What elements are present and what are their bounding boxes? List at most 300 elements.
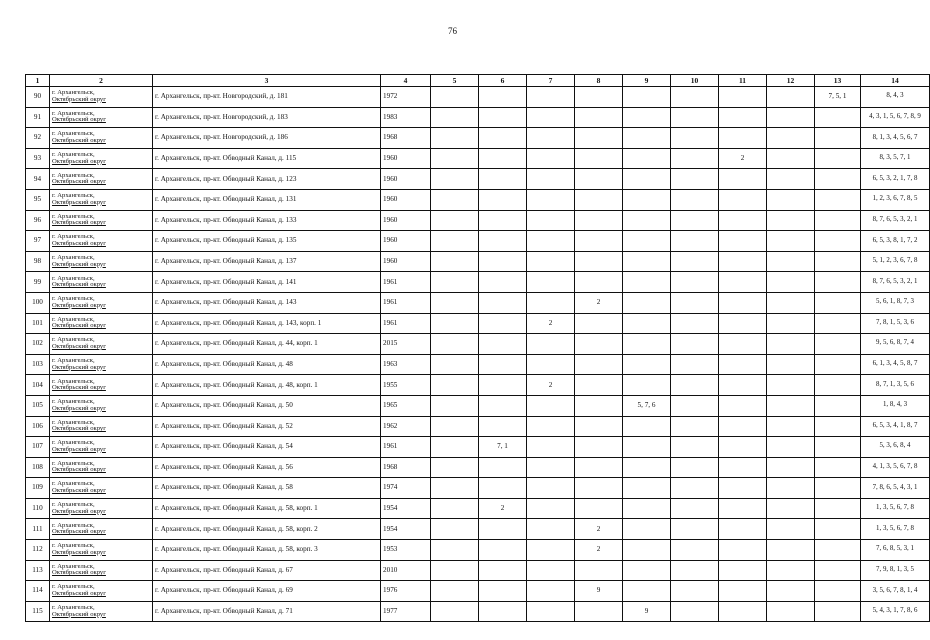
district-okrug: Октябрьский округ [52, 116, 106, 124]
value-cell-c7 [527, 128, 575, 149]
year-cell: 1961 [381, 313, 431, 334]
address-cell: г. Архангельск, пр-кт. Обводный Канал, д. 71 [153, 601, 381, 622]
value-cell-c11 [719, 313, 767, 334]
value-cell-c12 [767, 601, 815, 622]
value-cell-c13 [815, 457, 861, 478]
district-cell [50, 292, 153, 313]
header-cell: 13 [815, 75, 861, 87]
value-cell-c12 [767, 437, 815, 458]
value-cell-c13 [815, 313, 861, 334]
header-cell: 9 [623, 75, 671, 87]
value-cell-c14: 6, 1, 3, 4, 5, 8, 7 [861, 354, 930, 375]
value-cell-c8: 2 [575, 292, 623, 313]
value-cell-c11 [719, 128, 767, 149]
value-cell-c9 [623, 581, 671, 602]
value-cell-c14: 6, 5, 3, 2, 1, 7, 8 [861, 169, 930, 190]
value-cell-c8 [575, 272, 623, 293]
value-cell-c12 [767, 540, 815, 561]
value-cell-c9 [623, 272, 671, 293]
value-cell-c13 [815, 354, 861, 375]
value-cell-c6 [479, 128, 527, 149]
value-cell-c5 [431, 478, 479, 499]
value-cell-c8 [575, 251, 623, 272]
value-cell-c12 [767, 478, 815, 499]
value-cell-c6 [479, 231, 527, 252]
value-cell-c8 [575, 128, 623, 149]
table-row [26, 189, 930, 210]
district-cell [50, 313, 153, 334]
district-city: г. Архангельск, [52, 480, 95, 488]
district-okrug: Октябрьский округ [52, 322, 106, 330]
district-cell [50, 560, 153, 581]
address-cell: г. Архангельск, пр-кт. Обводный Канал, д. 48 [153, 354, 381, 375]
address-cell: г. Архангельск, пр-кт. Обводный Канал, д. 123 [153, 169, 381, 190]
district-cell [50, 169, 153, 190]
value-cell-c14: 6, 5, 3, 4, 1, 8, 7 [861, 416, 930, 437]
district-cell [50, 375, 153, 396]
value-cell-c14: 4, 1, 3, 5, 6, 7, 8 [861, 457, 930, 478]
value-cell-c10 [671, 601, 719, 622]
value-cell-c10 [671, 437, 719, 458]
value-cell-c5 [431, 457, 479, 478]
value-cell-c6 [479, 519, 527, 540]
table-row [26, 87, 930, 108]
district-city: г. Архангельск, [52, 315, 95, 323]
value-cell-c13 [815, 519, 861, 540]
row-number: 102 [26, 334, 50, 355]
value-cell-c9 [623, 519, 671, 540]
year-cell: 1960 [381, 231, 431, 252]
value-cell-c12 [767, 148, 815, 169]
row-number: 100 [26, 292, 50, 313]
header-cell: 14 [861, 75, 930, 87]
value-cell-c11 [719, 87, 767, 108]
value-cell-c6 [479, 189, 527, 210]
value-cell-c5 [431, 416, 479, 437]
year-cell: 1965 [381, 395, 431, 416]
table-body [26, 87, 930, 622]
year-cell: 1968 [381, 457, 431, 478]
value-cell-c7 [527, 416, 575, 437]
district-okrug: Октябрьский округ [52, 569, 106, 577]
value-cell-c9 [623, 313, 671, 334]
district-okrug: Октябрьский округ [52, 363, 106, 371]
row-number: 90 [26, 87, 50, 108]
header-cell: 5 [431, 75, 479, 87]
district-city: г. Архангельск, [52, 459, 95, 467]
value-cell-c8 [575, 231, 623, 252]
value-cell-c12 [767, 416, 815, 437]
value-cell-c5 [431, 87, 479, 108]
value-cell-c11 [719, 107, 767, 128]
value-cell-c9 [623, 148, 671, 169]
value-cell-c10 [671, 375, 719, 396]
value-cell-c13 [815, 189, 861, 210]
header-cell: 3 [153, 75, 381, 87]
value-cell-c8: 2 [575, 540, 623, 561]
value-cell-c11 [719, 478, 767, 499]
row-number: 92 [26, 128, 50, 149]
year-cell: 2010 [381, 560, 431, 581]
address-cell: г. Архангельск, пр-кт. Обводный Канал, д. 44, корп. 1 [153, 334, 381, 355]
value-cell-c6 [479, 540, 527, 561]
district-cell [50, 519, 153, 540]
row-number: 91 [26, 107, 50, 128]
value-cell-c5 [431, 540, 479, 561]
district-cell [50, 272, 153, 293]
value-cell-c14: 5, 4, 3, 1, 7, 8, 6 [861, 601, 930, 622]
year-cell: 1960 [381, 169, 431, 190]
district-cell [50, 210, 153, 231]
address-cell: г. Архангельск, пр-кт. Обводный Канал, д. 131 [153, 189, 381, 210]
value-cell-c7 [527, 457, 575, 478]
address-cell: г. Архангельск, пр-кт. Обводный Канал, д. 54 [153, 437, 381, 458]
value-cell-c7 [527, 601, 575, 622]
district-city: г. Архангельск, [52, 295, 95, 303]
table-row [26, 148, 930, 169]
header-cell: 2 [50, 75, 153, 87]
value-cell-c14: 4, 3, 1, 5, 6, 7, 8, 9 [861, 107, 930, 128]
address-cell: г. Архангельск, пр-кт. Обводный Канал, д. 133 [153, 210, 381, 231]
value-cell-c9 [623, 189, 671, 210]
value-cell-c13 [815, 437, 861, 458]
value-cell-c8 [575, 107, 623, 128]
value-cell-c5 [431, 560, 479, 581]
value-cell-c10 [671, 231, 719, 252]
value-cell-c13 [815, 251, 861, 272]
value-cell-c7 [527, 231, 575, 252]
year-cell: 1953 [381, 540, 431, 561]
row-number: 98 [26, 251, 50, 272]
district-cell [50, 87, 153, 108]
district-city: г. Архангельск, [52, 233, 95, 241]
value-cell-c7 [527, 334, 575, 355]
value-cell-c5 [431, 354, 479, 375]
district-okrug: Октябрьский округ [52, 136, 106, 144]
value-cell-c6 [479, 272, 527, 293]
value-cell-c9 [623, 540, 671, 561]
value-cell-c11 [719, 231, 767, 252]
value-cell-c10 [671, 87, 719, 108]
year-cell: 1961 [381, 437, 431, 458]
value-cell-c13 [815, 210, 861, 231]
value-cell-c11 [719, 189, 767, 210]
value-cell-c11 [719, 581, 767, 602]
district-city: г. Архангельск, [52, 192, 95, 200]
value-cell-c12 [767, 498, 815, 519]
year-cell: 1962 [381, 416, 431, 437]
district-cell [50, 581, 153, 602]
district-city: г. Архангельск, [52, 274, 95, 282]
value-cell-c7 [527, 519, 575, 540]
value-cell-c12 [767, 210, 815, 231]
header-cell: 10 [671, 75, 719, 87]
value-cell-c10 [671, 272, 719, 293]
value-cell-c12 [767, 313, 815, 334]
value-cell-c10 [671, 560, 719, 581]
value-cell-c5 [431, 128, 479, 149]
district-city: г. Архангельск, [52, 583, 95, 591]
table-row [26, 416, 930, 437]
table-row [26, 581, 930, 602]
value-cell-c10 [671, 519, 719, 540]
row-number: 97 [26, 231, 50, 252]
value-cell-c10 [671, 334, 719, 355]
value-cell-c14: 1, 8, 4, 3 [861, 395, 930, 416]
district-city: г. Архангельск, [52, 150, 95, 158]
year-cell: 2015 [381, 334, 431, 355]
year-cell: 1972 [381, 87, 431, 108]
value-cell-c5 [431, 251, 479, 272]
value-cell-c8 [575, 601, 623, 622]
value-cell-c8 [575, 334, 623, 355]
value-cell-c11 [719, 601, 767, 622]
district-cell [50, 416, 153, 437]
district-okrug: Октябрьский округ [52, 95, 106, 103]
value-cell-c6 [479, 292, 527, 313]
value-cell-c6 [479, 107, 527, 128]
value-cell-c5 [431, 334, 479, 355]
value-cell-c6 [479, 354, 527, 375]
district-okrug: Октябрьский округ [52, 445, 106, 453]
value-cell-c13 [815, 581, 861, 602]
address-cell: г. Архангельск, пр-кт. Обводный Канал, д. 50 [153, 395, 381, 416]
value-cell-c11 [719, 498, 767, 519]
value-cell-c14: 8, 7, 6, 5, 3, 2, 1 [861, 210, 930, 231]
value-cell-c8 [575, 148, 623, 169]
value-cell-c10 [671, 498, 719, 519]
value-cell-c9 [623, 478, 671, 499]
district-okrug: Октябрьский округ [52, 342, 106, 350]
district-okrug: Октябрьский округ [52, 404, 106, 412]
value-cell-c7 [527, 107, 575, 128]
address-cell: г. Архангельск, пр-кт. Обводный Канал, д. 69 [153, 581, 381, 602]
value-cell-c7: 2 [527, 375, 575, 396]
value-cell-c5 [431, 210, 479, 231]
value-cell-c11 [719, 457, 767, 478]
row-number: 105 [26, 395, 50, 416]
value-cell-c12 [767, 354, 815, 375]
value-cell-c9 [623, 498, 671, 519]
table-row [26, 437, 930, 458]
year-cell: 1960 [381, 210, 431, 231]
value-cell-c8 [575, 169, 623, 190]
district-okrug: Октябрьский округ [52, 157, 106, 165]
district-city: г. Архангельск, [52, 562, 95, 570]
value-cell-c7 [527, 292, 575, 313]
value-cell-c9 [623, 107, 671, 128]
value-cell-c12 [767, 395, 815, 416]
value-cell-c8 [575, 375, 623, 396]
year-cell: 1976 [381, 581, 431, 602]
value-cell-c11 [719, 375, 767, 396]
row-number: 99 [26, 272, 50, 293]
table-row [26, 128, 930, 149]
value-cell-c10 [671, 457, 719, 478]
value-cell-c10 [671, 354, 719, 375]
value-cell-c12 [767, 375, 815, 396]
value-cell-c11 [719, 395, 767, 416]
table-header [26, 75, 930, 87]
value-cell-c8 [575, 210, 623, 231]
value-cell-c7 [527, 169, 575, 190]
value-cell-c10 [671, 313, 719, 334]
value-cell-c11 [719, 560, 767, 581]
district-city: г. Архангельск, [52, 212, 95, 220]
year-cell: 1968 [381, 128, 431, 149]
table-row [26, 107, 930, 128]
row-number: 106 [26, 416, 50, 437]
value-cell-c6: 7, 1 [479, 437, 527, 458]
value-cell-c13 [815, 395, 861, 416]
district-okrug: Октябрьский округ [52, 590, 106, 598]
value-cell-c8 [575, 478, 623, 499]
value-cell-c6 [479, 395, 527, 416]
year-cell: 1955 [381, 375, 431, 396]
year-cell: 1960 [381, 189, 431, 210]
year-cell: 1983 [381, 107, 431, 128]
value-cell-c13 [815, 498, 861, 519]
address-cell: г. Архангельск, пр-кт. Обводный Канал, д. 48, корп. 1 [153, 375, 381, 396]
table-row [26, 540, 930, 561]
value-cell-c13 [815, 148, 861, 169]
address-cell: г. Архангельск, пр-кт. Обводный Канал, д. 137 [153, 251, 381, 272]
value-cell-c10 [671, 210, 719, 231]
district-cell [50, 334, 153, 355]
value-cell-c13 [815, 560, 861, 581]
value-cell-c5 [431, 148, 479, 169]
header-cell: 7 [527, 75, 575, 87]
header-cell: 12 [767, 75, 815, 87]
value-cell-c12 [767, 231, 815, 252]
value-cell-c6 [479, 560, 527, 581]
year-cell: 1977 [381, 601, 431, 622]
value-cell-c5 [431, 107, 479, 128]
table-row [26, 210, 930, 231]
row-number: 108 [26, 457, 50, 478]
value-cell-c14: 7, 9, 8, 1, 3, 5 [861, 560, 930, 581]
value-cell-c11 [719, 354, 767, 375]
district-okrug: Октябрьский округ [52, 260, 106, 268]
value-cell-c9: 5, 7, 6 [623, 395, 671, 416]
district-city: г. Архангельск, [52, 130, 95, 138]
value-cell-c9 [623, 375, 671, 396]
row-number: 95 [26, 189, 50, 210]
value-cell-c5 [431, 519, 479, 540]
value-cell-c9 [623, 560, 671, 581]
value-cell-c11 [719, 519, 767, 540]
district-cell [50, 601, 153, 622]
district-city: г. Архангельск, [52, 89, 95, 97]
address-cell: г. Архангельск, пр-кт. Обводный Канал, д. 115 [153, 148, 381, 169]
district-cell [50, 354, 153, 375]
value-cell-c13 [815, 375, 861, 396]
value-cell-c6 [479, 416, 527, 437]
table-row [26, 498, 930, 519]
district-city: г. Архангельск, [52, 377, 95, 385]
district-okrug: Октябрьский округ [52, 281, 106, 289]
value-cell-c10 [671, 416, 719, 437]
table-row [26, 169, 930, 190]
value-cell-c13 [815, 169, 861, 190]
value-cell-c14: 8, 3, 5, 7, 1 [861, 148, 930, 169]
district-city: г. Архангельск, [52, 171, 95, 179]
value-cell-c10 [671, 189, 719, 210]
address-cell: г. Архангельск, пр-кт. Новгородский, д. 186 [153, 128, 381, 149]
value-cell-c13 [815, 334, 861, 355]
table-row [26, 457, 930, 478]
value-cell-c10 [671, 292, 719, 313]
value-cell-c9 [623, 416, 671, 437]
value-cell-c6 [479, 457, 527, 478]
value-cell-c12 [767, 334, 815, 355]
district-okrug: Октябрьский округ [52, 301, 106, 309]
value-cell-c8 [575, 313, 623, 334]
value-cell-c14: 6, 5, 3, 8, 1, 7, 2 [861, 231, 930, 252]
district-cell [50, 107, 153, 128]
value-cell-c13 [815, 231, 861, 252]
row-number: 107 [26, 437, 50, 458]
district-okrug: Октябрьский округ [52, 178, 106, 186]
value-cell-c6 [479, 251, 527, 272]
value-cell-c6 [479, 601, 527, 622]
value-cell-c14: 8, 1, 3, 4, 5, 6, 7 [861, 128, 930, 149]
district-okrug: Октябрьский округ [52, 466, 106, 474]
value-cell-c9 [623, 334, 671, 355]
row-number: 114 [26, 581, 50, 602]
value-cell-c12 [767, 251, 815, 272]
value-cell-c7 [527, 148, 575, 169]
value-cell-c6: 2 [479, 498, 527, 519]
value-cell-c9 [623, 292, 671, 313]
table-row [26, 272, 930, 293]
value-cell-c5 [431, 272, 479, 293]
register-table [25, 74, 930, 622]
value-cell-c8 [575, 416, 623, 437]
value-cell-c10 [671, 251, 719, 272]
value-cell-c8 [575, 498, 623, 519]
value-cell-c5 [431, 395, 479, 416]
district-cell [50, 457, 153, 478]
table-row [26, 560, 930, 581]
value-cell-c8 [575, 87, 623, 108]
header-cell: 11 [719, 75, 767, 87]
value-cell-c13 [815, 601, 861, 622]
value-cell-c14: 1, 2, 3, 6, 7, 8, 5 [861, 189, 930, 210]
value-cell-c13 [815, 416, 861, 437]
year-cell: 1961 [381, 292, 431, 313]
district-okrug: Октябрьский округ [52, 198, 106, 206]
value-cell-c12 [767, 107, 815, 128]
district-city: г. Архангельск, [52, 501, 95, 509]
value-cell-c6 [479, 169, 527, 190]
district-okrug: Октябрьский округ [52, 548, 106, 556]
value-cell-c6 [479, 148, 527, 169]
value-cell-c5 [431, 581, 479, 602]
district-cell [50, 189, 153, 210]
value-cell-c7 [527, 560, 575, 581]
address-cell: г. Архангельск, пр-кт. Обводный Канал, д. 141 [153, 272, 381, 293]
value-cell-c13 [815, 107, 861, 128]
value-cell-c10 [671, 169, 719, 190]
year-cell: 1974 [381, 478, 431, 499]
value-cell-c11 [719, 210, 767, 231]
value-cell-c11 [719, 292, 767, 313]
year-cell: 1960 [381, 148, 431, 169]
district-cell [50, 148, 153, 169]
district-city: г. Архангельск, [52, 418, 95, 426]
row-number: 96 [26, 210, 50, 231]
